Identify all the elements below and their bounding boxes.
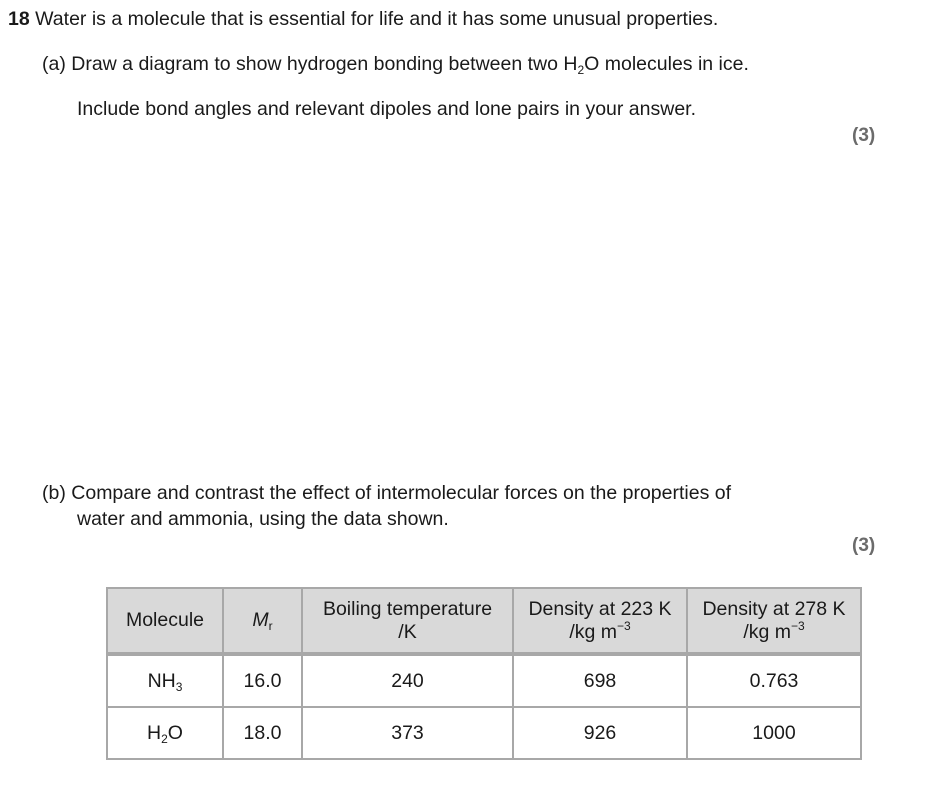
- molecule-formula-main: NH: [147, 669, 176, 692]
- cell-boiling: 373: [302, 707, 513, 759]
- cell-molecule: [107, 654, 223, 707]
- header-molecule: Molecule: [107, 588, 223, 654]
- data-table: [106, 587, 862, 760]
- molecule-formula-subscript: 2: [161, 731, 168, 746]
- part-b-label: (b): [42, 482, 66, 504]
- table-row: [107, 654, 861, 707]
- part-a-line1: [42, 53, 749, 76]
- question-number: 18: [8, 8, 30, 30]
- table-header-row: [107, 588, 861, 654]
- part-b-line1: [42, 482, 731, 505]
- cell-boiling: 240: [302, 654, 513, 707]
- header-mr-subscript: r: [268, 619, 273, 633]
- cell-density-223: 926: [513, 707, 687, 759]
- header-density-223-superscript: −3: [617, 618, 631, 633]
- header-boiling-line1: Boiling temperature: [322, 597, 493, 620]
- header-boiling-line2: /K: [398, 620, 417, 643]
- header-density-223-units: [514, 618, 686, 644]
- part-b-marks: (3): [852, 535, 876, 556]
- header-density-278-line2: /kg m: [743, 620, 791, 643]
- header-density-278-units: [688, 618, 860, 644]
- molecule-formula-tail: O: [167, 721, 183, 744]
- cell-density-223: 698: [513, 654, 687, 707]
- cell-molecule: [107, 707, 223, 759]
- cell-density-278: 0.763: [687, 654, 861, 707]
- table-row: [107, 707, 861, 759]
- part-a-answer-space[interactable]: [77, 155, 877, 465]
- cell-mr: 16.0: [223, 654, 302, 707]
- molecule-formula-subscript: 3: [175, 679, 183, 694]
- part-a-marks: (3): [852, 125, 876, 146]
- header-density-223-line2: /kg m: [569, 620, 617, 643]
- header-mr: [223, 588, 302, 654]
- header-boiling: [302, 588, 513, 654]
- header-density-278-superscript: −3: [791, 618, 805, 633]
- part-a-subscript: 2: [577, 63, 585, 77]
- part-b-line2: water and ammonia, using the data shown.: [77, 508, 449, 530]
- header-mr-symbol: M: [252, 609, 269, 631]
- header-density-223: [513, 588, 687, 654]
- part-a-text-after: O molecules in ice.: [584, 53, 749, 75]
- question-stem: [8, 8, 718, 31]
- cell-mr: 18.0: [223, 707, 302, 759]
- molecule-formula-main: H: [147, 721, 162, 744]
- header-density-278-line1: Density at 278 K: [702, 597, 846, 620]
- header-density-278: [687, 588, 861, 654]
- question-stem-text: Water is a molecule that is essential for life and it has some unusual properties.: [35, 8, 719, 30]
- header-density-223-line1: Density at 223 K: [528, 597, 672, 620]
- cell-density-278: 1000: [687, 707, 861, 759]
- part-a-line2: Include bond angles and relevant dipoles and lone pairs in your answer.: [77, 98, 697, 120]
- part-a-label: (a): [42, 53, 66, 75]
- part-a-text-before: Draw a diagram to show hydrogen bonding between two H: [71, 53, 578, 75]
- part-b-text-line1: Compare and contrast the effect of intermolecular forces on the properties of: [71, 482, 732, 504]
